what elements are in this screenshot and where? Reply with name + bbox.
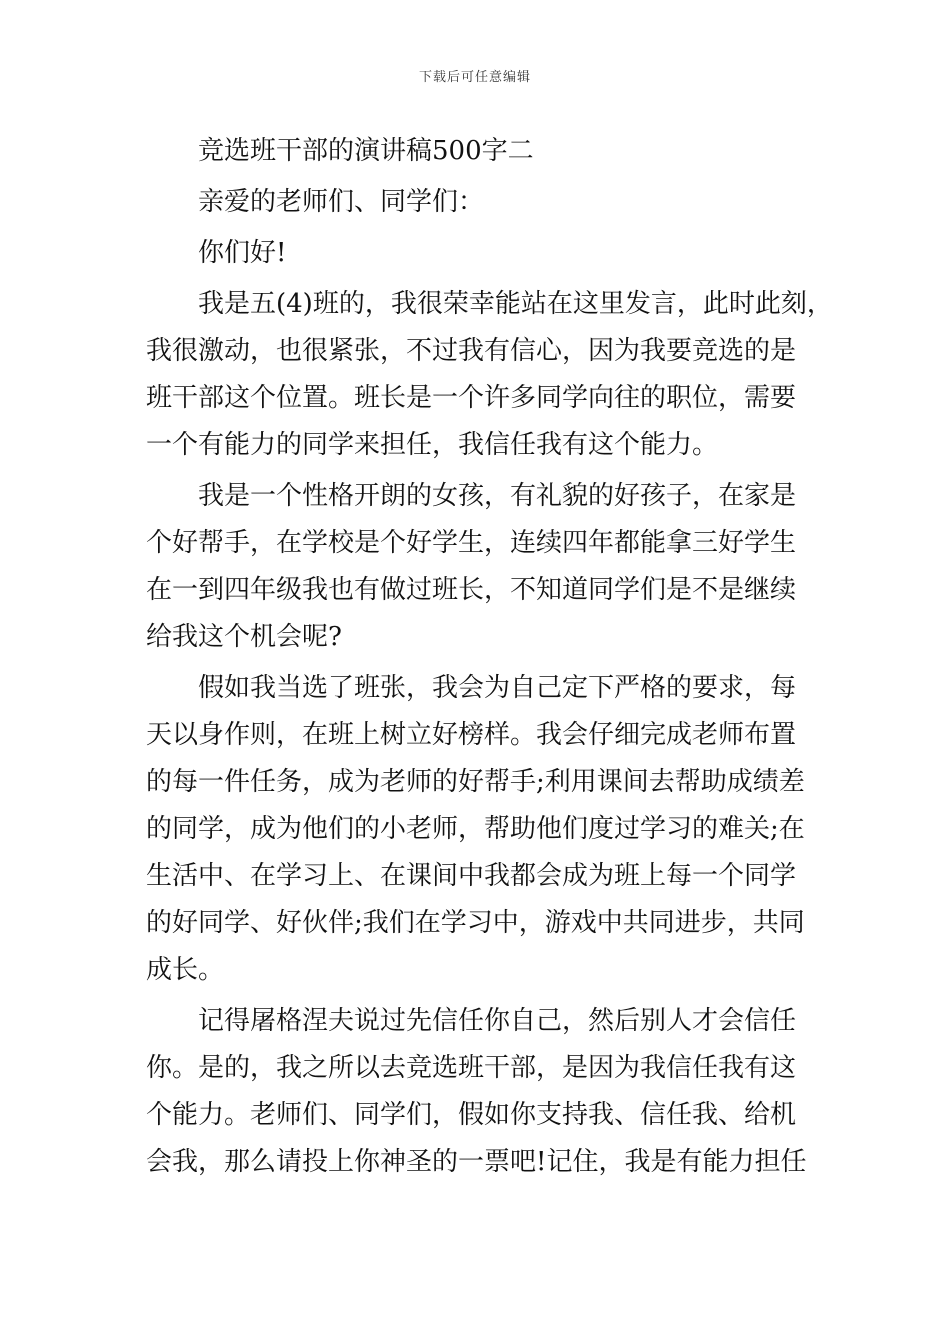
text-line: 的每一件任务，成为老师的好帮手;利用课间去帮助成绩差 bbox=[146, 767, 805, 797]
text-line: 给我这个机会呢? bbox=[146, 622, 342, 652]
paragraph-2 bbox=[146, 473, 814, 661]
text-line: 班干部这个位置。班长是一个许多同学向往的职位，需要 bbox=[146, 383, 797, 413]
paragraph-4 bbox=[146, 998, 814, 1186]
text-line: 我是一个性格开朗的女孩，有礼貌的好孩子，在家是 bbox=[198, 481, 797, 511]
text-line: 我是五(4)班的，我很荣幸能站在这里发言，此时此刻， bbox=[198, 289, 833, 319]
text-line: 你。是的，我之所以去竞选班干部，是因为我信任我有这 bbox=[146, 1053, 797, 1083]
header-note: 下载后可任意编辑 bbox=[418, 70, 531, 85]
greeting: 你们好! bbox=[198, 238, 287, 268]
text-line: 个能力。老师们、同学们，假如你支持我、信任我、给机 bbox=[146, 1100, 797, 1130]
text-line: 的好同学、好伙伴;我们在学习中，游戏中共同进步，共同 bbox=[146, 908, 805, 938]
document-body bbox=[146, 128, 833, 1186]
paragraph-1 bbox=[146, 281, 833, 469]
document-title: 竞选班干部的演讲稿500字二 bbox=[198, 136, 534, 166]
text-line: 记得屠格涅夫说过先信任你自己，然后别人才会信任 bbox=[198, 1006, 797, 1036]
text-line: 会我，那么请投上你神圣的一票吧!记住，我是有能力担任 bbox=[146, 1147, 807, 1177]
text-line: 我很激动，也很紧张，不过我有信心，因为我要竞选的是 bbox=[146, 336, 797, 366]
text-line: 生活中、在学习上、在课间中我都会成为班上每一个同学 bbox=[146, 861, 797, 891]
text-line: 天以身作则，在班上树立好榜样。我会仔细完成老师布置 bbox=[146, 720, 797, 750]
paragraph-3 bbox=[146, 665, 814, 994]
text-line: 假如我当选了班张，我会为自己定下严格的要求，每 bbox=[198, 673, 797, 703]
text-line: 一个有能力的同学来担任，我信任我有这个能力。 bbox=[146, 430, 719, 460]
text-line: 个好帮手，在学校是个好学生，连续四年都能拿三好学生 bbox=[146, 528, 797, 558]
text-line: 在一到四年级我也有做过班长，不知道同学们是不是继续 bbox=[146, 575, 797, 605]
text-line: 成长。 bbox=[146, 955, 225, 985]
text-line: 的同学，成为他们的小老师，帮助他们度过学习的难关;在 bbox=[146, 814, 805, 844]
salutation: 亲爱的老师们、同学们： bbox=[198, 187, 485, 217]
